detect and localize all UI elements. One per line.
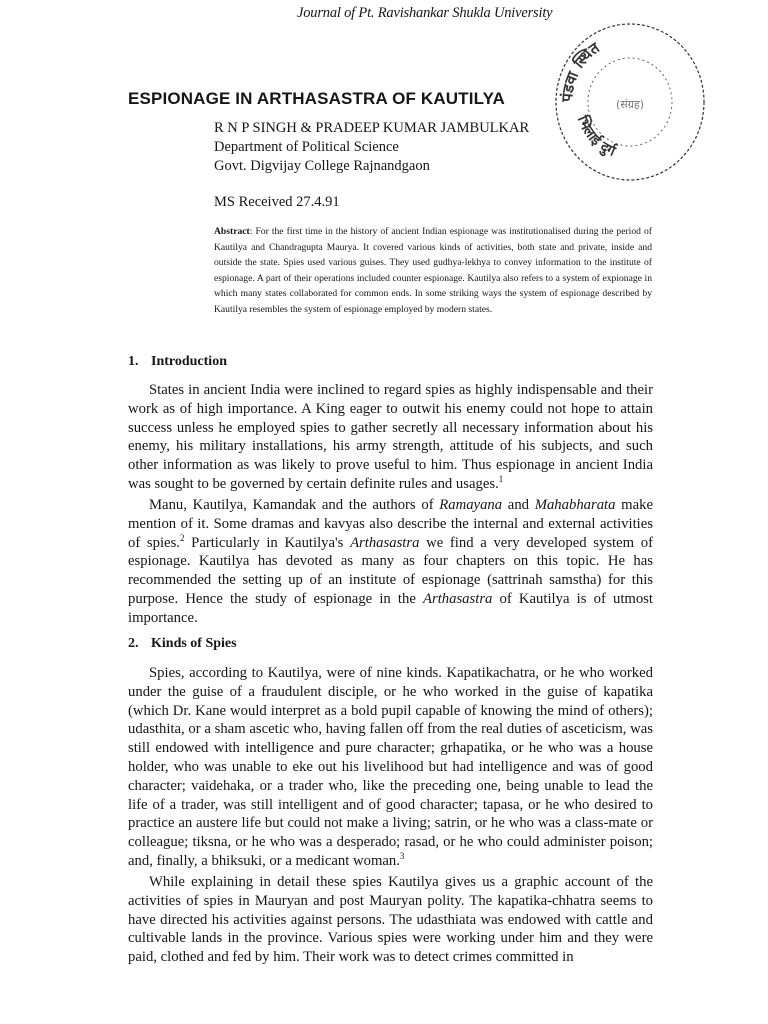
footnote-marker: 2 (179, 532, 185, 543)
section-title: Kinds of Spies (151, 636, 237, 651)
footnote-marker: 1 (498, 473, 504, 484)
abstract-label: Abstract (214, 226, 250, 237)
spies-paragraph-1: Spies, according to Kautilya, were of nine kinds. Kapatikachatra, or he who worked under the guise of a fraudulent disciple, or he who worked in the guise of kapatika (which Dr. Kane would interpret as a bold pupil capable of knowing the mind of others); udasthita, or a sham ascetic who, having fallen off from the real duties of asceticism, was still endowed with intelligence and pure character; grhapatika, or he who was a house holder, who was unable to eke out his livelihood but had intelligence and was of good character; vaidehaka, or a trader who, like the preceding one, being unable to lead the life of a trader, was still intelligent and of good character; tapasa, or he who desired to practice an austere life but could not make a living; satrin, or he who was a class-mate or colleague; tiksna, or he who was a desperado; rasad, or he who could administer poison; and, finally, a bhiksuki, or a medicant woman.$^3$ (128, 665, 653, 869)
paper-title: ESPIONAGE IN ARTHASASTRA OF KAUTILYA (128, 89, 505, 108)
section-number: 2. (128, 636, 139, 651)
section-heading-introduction (128, 354, 227, 370)
intro-paragraph-2: Manu, Kautilya, Kamandak and the authors of Ramayana and Mahabharata make mention of it. Some dramas and kavyas also describe the internal and external activities of spies.$^2$ Particularly in Kautilya's Arthasastra we find a very developed system of espionage. Kautilya has devoted as many as four chapters on this topic. He has recommended the setting up of an institute of espionage (sattrinah samstha) for this purpose. Hence the study of espionage in the Arthasastra of Kautilya is of utmost importance. (128, 497, 653, 626)
stamp-center-text: (संग्रह) (615, 98, 645, 111)
author-names: R N P SINGH & PRADEEP KUMAR JAMBULKAR (214, 120, 530, 136)
intro-paragraph-1: States in ancient India were inclined to regard spies as highly indispensable and their work as of high importance. A King eager to outwit his enemy could not hope to attain success unless he employed spies to gather secretly all necessary information about his enemy, his military installations, his army strength, attitude of his subjects, and such other information as was likely to prove useful to him. Thus espionage in ancient India was sought to be governed by certain definite rules and usages.$^1$ (128, 382, 653, 492)
stamp-bottom-text: भिलाई दुर्ग (573, 113, 618, 160)
section-title: Introduction (151, 354, 227, 369)
university-seal-stamp (550, 18, 710, 186)
spies-paragraph-2: While explaining in detail these spies Kautilya gives us a graphic account of the activities of spies in Mauryan and post Mauryan polity. The kapatika-chhatra seems to have directed his activities against persons. The udasthiata was endowed with cattle and cultivable lands in the province. Various spies were working under him and they were paid, clothed and fed by him. Their work was to detect crimes committed in (128, 874, 653, 966)
footnote-marker: 3 (399, 850, 405, 861)
section-heading-kinds-of-spies (128, 636, 237, 652)
stamp-top-text: पंडवा स्थित (557, 38, 603, 103)
section-number: 1. (128, 354, 139, 369)
journal-header: Journal of Pt. Ravishankar Shukla University (297, 5, 553, 21)
abstract-block (214, 224, 652, 318)
author-department: Department of Political Science (214, 139, 399, 155)
abstract-text: : For the first time in the history of ancient Indian espionage was institutionalised during the period of Kautilya and Chandragupta Maurya. It covered various kinds of activities, both state and private, inside and outside the state. Spies used various guises. They used gudhya-lekhya to convey information to the institute of espionage. A part of their operations included counter espionage. Kautilya also refers to a system of expionage in which many states collaborated for common ends. In some striking ways the system of espionage described by Kautilya resembles the system of espionage employed by modern states. (214, 226, 652, 315)
author-college: Govt. Digvijay College Rajnandgaon (214, 158, 430, 174)
received-date: MS Received 27.4.91 (214, 194, 340, 210)
